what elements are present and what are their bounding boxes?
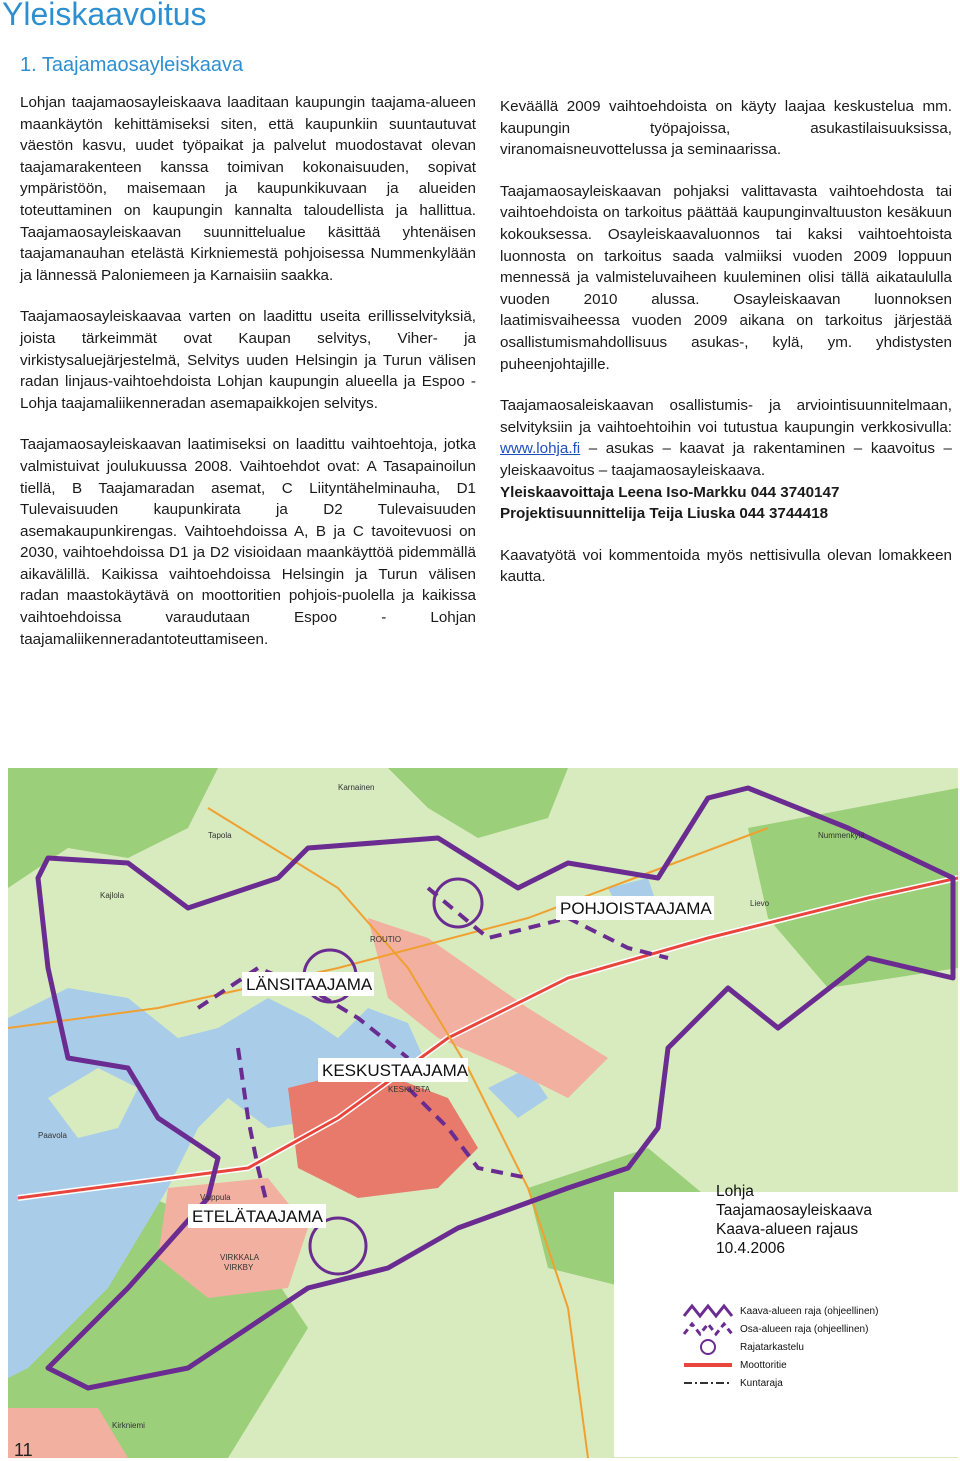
contact-planner: Yleiskaavoittaja Leena Iso-Markku 044 3740147 bbox=[500, 483, 840, 501]
place-label: VIRKKALA bbox=[220, 1253, 260, 1262]
legend-item bbox=[682, 1302, 878, 1320]
place-label: VIRKBY bbox=[224, 1263, 254, 1272]
page-title: Yleiskaavoitus bbox=[2, 0, 207, 32]
place-label: ROUTIO bbox=[370, 935, 402, 944]
paragraph-comments: Kaavatyötä voi kommentoida myös nettisivulla olevan lomakkeen kautta. bbox=[500, 546, 952, 586]
area-label-etelataajama: ETELÄTAAJAMA bbox=[192, 1207, 323, 1226]
website-text-before: Taajamaosaleiskaavan osallistumis- ja arviointisuunnitelmaan, selvityksiin ja vaihtoehtoihin voi tutustua kaupungin verkkosivulla: bbox=[500, 397, 952, 436]
paragraph-alternatives: Taajamaosayleiskaavan laatimiseksi on laadittu vaihtoehtoja, jotka valmistuivat joulukuussa 2008. Vaihtoehdot ovat: A Tasapainoilun tiellä, B Taajamaradan asemat, C Liityntähelminauha, D1 Tulevaisuuden kaupunkirata ja D2 Tulevaisuuden asemakaupunkirengas. Vaihtoehdoissa A, B ja C tavoitevuosi on 2030, vaihtoehdoissa D1 ja D2 visioidaan maankäyttöä pidemmällä aikavälillä. Kaikissa vaihtoehdoissa Helsingin ja Turun välisen radan maastokäytävä on moottoritien pohjois-puolella ja kaikissa vaihtoehdoissa varaudutaan Espoo - Lohjan taajamaliikenneradantoteuttamiseen. bbox=[20, 436, 476, 648]
place-label: Kajlola bbox=[100, 891, 125, 900]
website-link[interactable]: www.lohja.fi bbox=[500, 440, 581, 458]
place-label: KESKUSTA bbox=[388, 1085, 431, 1094]
section-subtitle: 1. Taajamaosayleiskaava bbox=[20, 54, 244, 76]
website-text-after: – asukas – kaavat ja rakentaminen – kaavoitus – yleiskaavoitus – taajamaosayleiskaava. bbox=[500, 440, 952, 479]
boundary-dash-dot-icon bbox=[682, 1374, 734, 1392]
area-label-keskustaajama: KESKUSTAAJAMA bbox=[322, 1061, 469, 1080]
paragraph-intro: Lohjan taajamaosayleiskaava laaditaan kaupungin taajama-alueen maankäytön kehittämiseksi siten, että kaupunkiin suuntautuvat väestön kasvu, uudet työpaikat ja palvelut muodostavat olevan taajamarakenteen kanssa toimivan kokonaisuuden, sopivat ympäristöön, maisemaan ja kaupunkikuvaan ja alueiden toteuttaminen on kaupungin kannalta taloudellista ja hallittua. Taajamaosayleiskaavan suunnittelualue käsittää yhtenäisen taajamanauhan etelästä Kirkniemestä pohjoisessa Nummenkylään ja lännessä Paloniemeen ja Karnaisiin saakka. bbox=[20, 94, 476, 284]
place-label: Vaippula bbox=[200, 1193, 231, 1202]
place-label: Nummenkylä bbox=[818, 831, 865, 840]
legend-label: Moottoritie bbox=[740, 1359, 787, 1371]
place-label: Tapola bbox=[208, 831, 232, 840]
zigzag-solid-icon bbox=[682, 1302, 734, 1320]
legend-item bbox=[682, 1338, 804, 1356]
zigzag-dashed-icon bbox=[682, 1320, 734, 1338]
paragraph-schedule: Taajamaosayleiskaavan pohjaksi valittavasta vaihtoehdosta tai vaihtoehdoista on tarkoitus päättää kaupunginvaltuuston kesäkuun kokouksessa. Osayleiskaavaluonnos tai kaksi vaihtoehtoista luonnosta on tarkoitus saada valmiiksi vuoden 2009 loppuun mennessä ja valmisteluvaiheen kuuleminen olisi tällä aikataululla vuoden 2010 alussa. Osayleiskaavan luonnoksen laatimisvaiheessa vuoden 2009 aikana on tarkoitus järjestää osallistumismahdollisuus asukas-, kylä, ym. yhdistysten puheenjohtajille. bbox=[500, 182, 952, 373]
legend-label: Rajatarkastelu bbox=[740, 1341, 804, 1353]
legend-label: Kuntaraja bbox=[740, 1377, 783, 1389]
area-label-lansitaajama: LÄNSITAAJAMA bbox=[246, 975, 373, 994]
circle-outline-icon bbox=[682, 1338, 734, 1356]
right-column bbox=[500, 96, 952, 608]
contact-project-planner: Projektisuunnittelija Teija Liuska 044 3744418 bbox=[500, 505, 829, 523]
paragraph-website bbox=[500, 395, 952, 481]
legend-title-scope: Kaava-alueen rajaus bbox=[716, 1221, 859, 1238]
left-column bbox=[20, 92, 476, 670]
legend-title-plan: Taajamaosayleiskaava bbox=[716, 1202, 872, 1219]
place-label: Lievo bbox=[750, 899, 770, 908]
legend-date: 10.4.2006 bbox=[716, 1240, 785, 1257]
page-number: 11 bbox=[14, 1440, 33, 1460]
legend-item bbox=[682, 1374, 783, 1392]
paragraph-studies: Taajamaosayleiskaavaa varten on laadittu useita erillisselvityksiä, joista tärkeimmät ovat Kaupan selvitys, Viher- ja virkistysaluejärjestelmä, Selvitys uuden Helsingin ja Turun välisen radan linjaus-vaihtoehdoista Lohjan kaupungin alueella ja Espoo - Lohja taajamaliikenneradan asemapaikkojen selvitys. bbox=[20, 308, 476, 412]
legend-label: Kaava-alueen raja (ohjeellinen) bbox=[740, 1305, 879, 1317]
paragraph-discussion: Keväällä 2009 vaihtoehdoista on käyty laajaa keskustelua mm. kaupungin työpajoissa, asukastilaisuuksissa, viranomaisneuvottelussa ja seminaarissa. bbox=[500, 98, 952, 159]
place-label: Karnainen bbox=[338, 783, 375, 792]
legend-item bbox=[682, 1356, 787, 1374]
legend-label: Osa-alueen raja (ohjeellinen) bbox=[740, 1323, 869, 1335]
legend-title bbox=[716, 1182, 872, 1258]
place-label: Paavola bbox=[38, 1131, 67, 1140]
place-label: Kirkniemi bbox=[112, 1421, 145, 1430]
area-label-pohjoistaajama: POHJOISTAAJAMA bbox=[560, 899, 712, 918]
legend-title-city: Lohja bbox=[716, 1183, 754, 1200]
legend-item bbox=[682, 1320, 868, 1338]
motorway-line-icon bbox=[682, 1356, 734, 1374]
